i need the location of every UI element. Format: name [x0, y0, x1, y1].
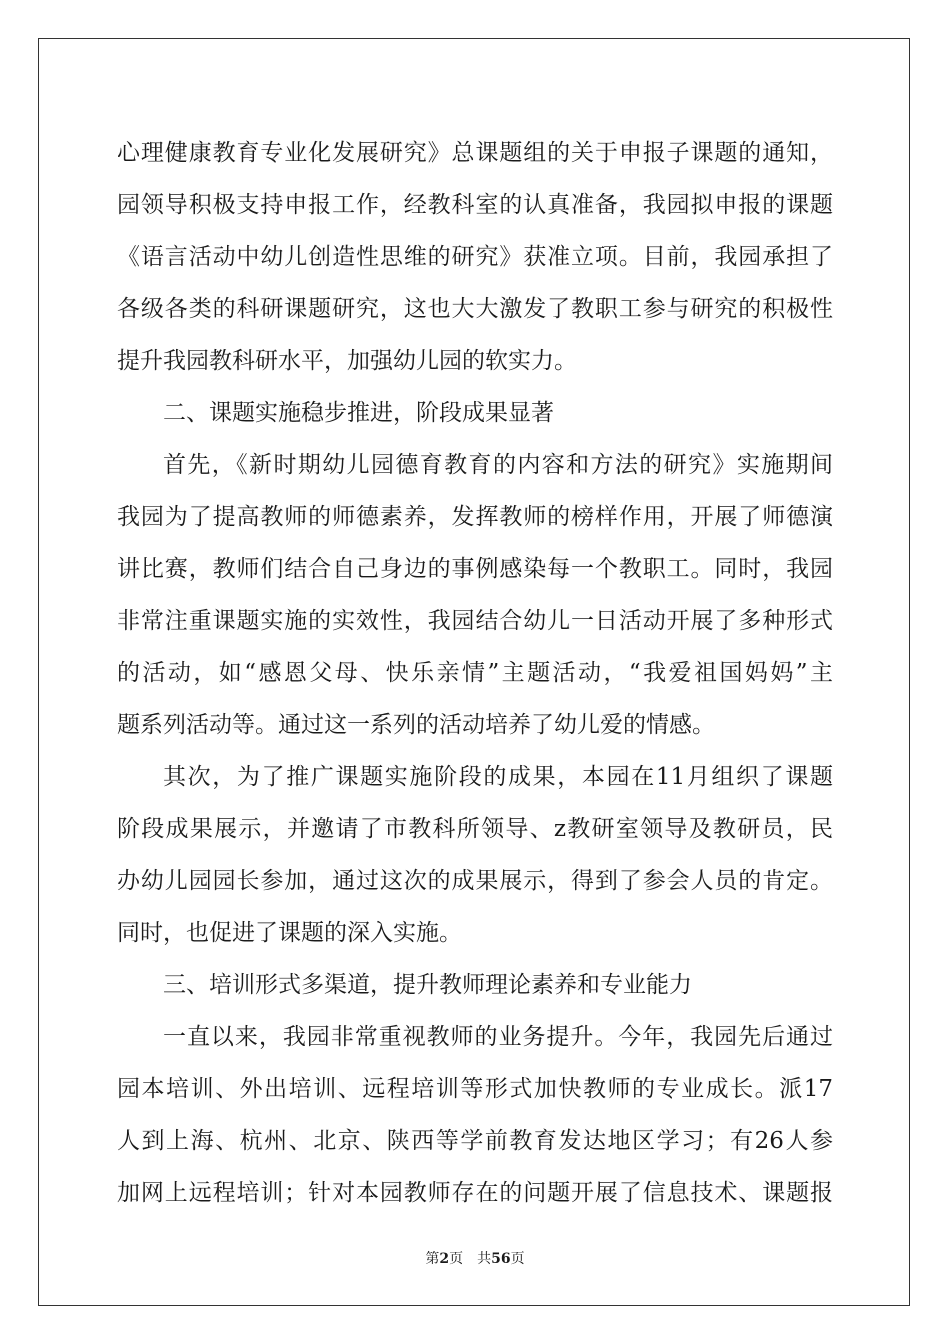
- text-line: 园领导积极支持申报工作，经教科室的认真准备，我园拟申报的课题: [117, 192, 833, 218]
- text-line: 非常注重课题实施的实效性，我园结合幼儿一日活动开展了多种形式: [117, 608, 833, 634]
- text-line: 园本培训、外出培训、远程培训等形式加快教师的专业成长。派17: [117, 1076, 833, 1102]
- text-line: 办幼儿园园长参加，通过这次的成果展示，得到了参会人员的肯定。: [117, 868, 833, 894]
- text-line: 我园为了提高教师的师德素养，发挥教师的榜样作用，开展了师德演: [117, 504, 833, 530]
- page-number: 2: [439, 1251, 450, 1267]
- text-line: 《语言活动中幼儿创造性思维的研究》获准立项。目前，我园承担了: [117, 244, 833, 270]
- text-line: 其次，为了推广课题实施阶段的成果，本园在11月组织了课题: [163, 764, 833, 790]
- page-footer: [0, 1248, 950, 1268]
- text-line: 阶段成果展示，并邀请了市教科所领导、z教研室领导及教研员，民: [117, 816, 833, 842]
- text-line: 提升我园教科研水平，加强幼儿园的软实力。: [117, 348, 577, 374]
- page-suffix: 页: [449, 1251, 464, 1267]
- text-line: 首先，《新时期幼儿园德育教育的内容和方法的研究》实施期间: [163, 452, 833, 478]
- text-line: 题系列活动等。通过这一系列的活动培养了幼儿爱的情感。: [117, 712, 715, 738]
- text-line: 讲比赛，教师们结合自己身边的事例感染每一个教职工。同时，我园: [117, 556, 833, 582]
- text-line: 二、课题实施稳步推进，阶段成果显著: [163, 400, 554, 426]
- page-prefix: 第: [425, 1251, 440, 1267]
- total-suffix: 页: [510, 1251, 525, 1267]
- text-line: 三、培训形式多渠道，提升教师理论素养和专业能力: [163, 972, 692, 998]
- text-line: 人到上海、杭州、北京、陕西等学前教育发达地区学习；有26人参: [117, 1128, 833, 1154]
- text-line: 一直以来，我园非常重视教师的业务提升。今年，我园先后通过: [163, 1024, 833, 1050]
- total-pages: 56: [491, 1251, 511, 1267]
- text-line: 各级各类的科研课题研究，这也大大激发了教职工参与研究的积极性: [117, 296, 833, 322]
- text-line: 心理健康教育专业化发展研究》总课题组的关于申报子课题的通知，: [117, 140, 833, 166]
- text-line: 加网上远程培训；针对本园教师存在的问题开展了信息技术、课题报: [117, 1180, 833, 1206]
- total-prefix: 共: [477, 1251, 492, 1267]
- text-line: 的活动，如“感恩父母、快乐亲情”主题活动，“我爱祖国妈妈”主: [117, 660, 833, 686]
- document-body: [117, 127, 833, 1219]
- text-line: 同时，也促进了课题的深入实施。: [117, 920, 462, 946]
